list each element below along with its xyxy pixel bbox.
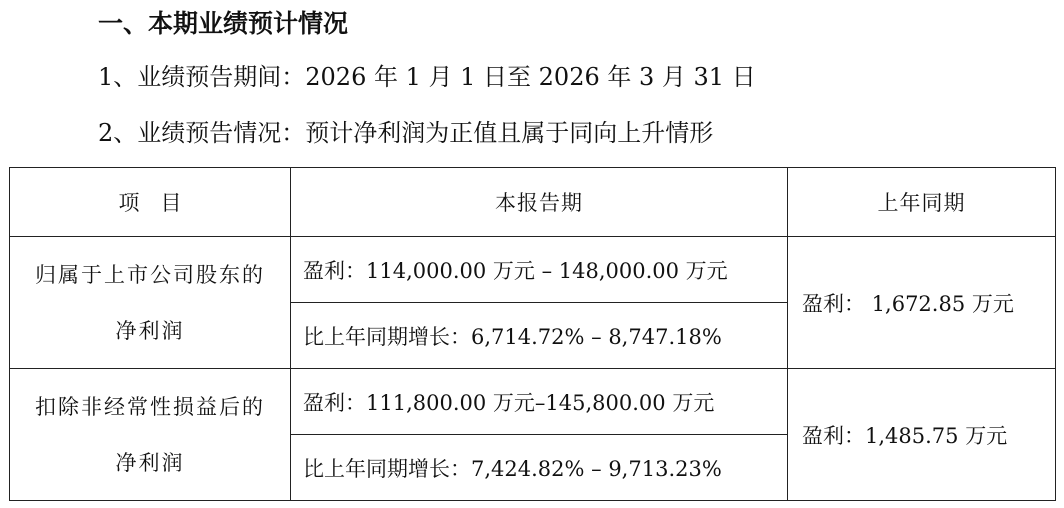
row-label-line1: 归属于上市公司股东的 — [35, 262, 265, 287]
table-header-row — [10, 168, 1056, 237]
table-row — [10, 237, 1056, 303]
row-label-deducted-net-profit — [10, 369, 291, 501]
header-prior-period: 上年同期 — [788, 168, 1056, 237]
prior-period-cell: 盈利：1,485.75 万元 — [788, 369, 1056, 501]
row-label-line2: 净利润 — [115, 318, 185, 343]
row-label-line1: 扣除非经常性损益后的 — [35, 394, 265, 419]
performance-forecast-table — [9, 167, 1056, 501]
current-growth-cell: 比上年同期增长：7,424.82% – 9,713.23% — [291, 435, 788, 501]
table-row — [10, 369, 1056, 435]
header-item: 项 目 — [10, 168, 291, 237]
row-label-net-profit — [10, 237, 291, 369]
forecast-situation-line: 2、业绩预告情况：预计净利润为正值且属于同向上升情形 — [98, 119, 714, 147]
current-growth-cell: 比上年同期增长：6,714.72% – 8,747.18% — [291, 303, 788, 369]
row-label-line2: 净利润 — [115, 450, 185, 475]
forecast-period-line: 1、业绩预告期间：2026 年 1 月 1 日至 2026 年 3 月 31 日 — [98, 63, 756, 91]
current-profit-cell: 盈利：111,800.00 万元–145,800.00 万元 — [291, 369, 788, 435]
header-current-period: 本报告期 — [291, 168, 788, 237]
section-heading: 一、本期业绩预计情况 — [98, 9, 349, 38]
prior-period-cell: 盈利： 1,672.85 万元 — [788, 237, 1056, 369]
current-profit-cell: 盈利：114,000.00 万元 – 148,000.00 万元 — [291, 237, 788, 303]
